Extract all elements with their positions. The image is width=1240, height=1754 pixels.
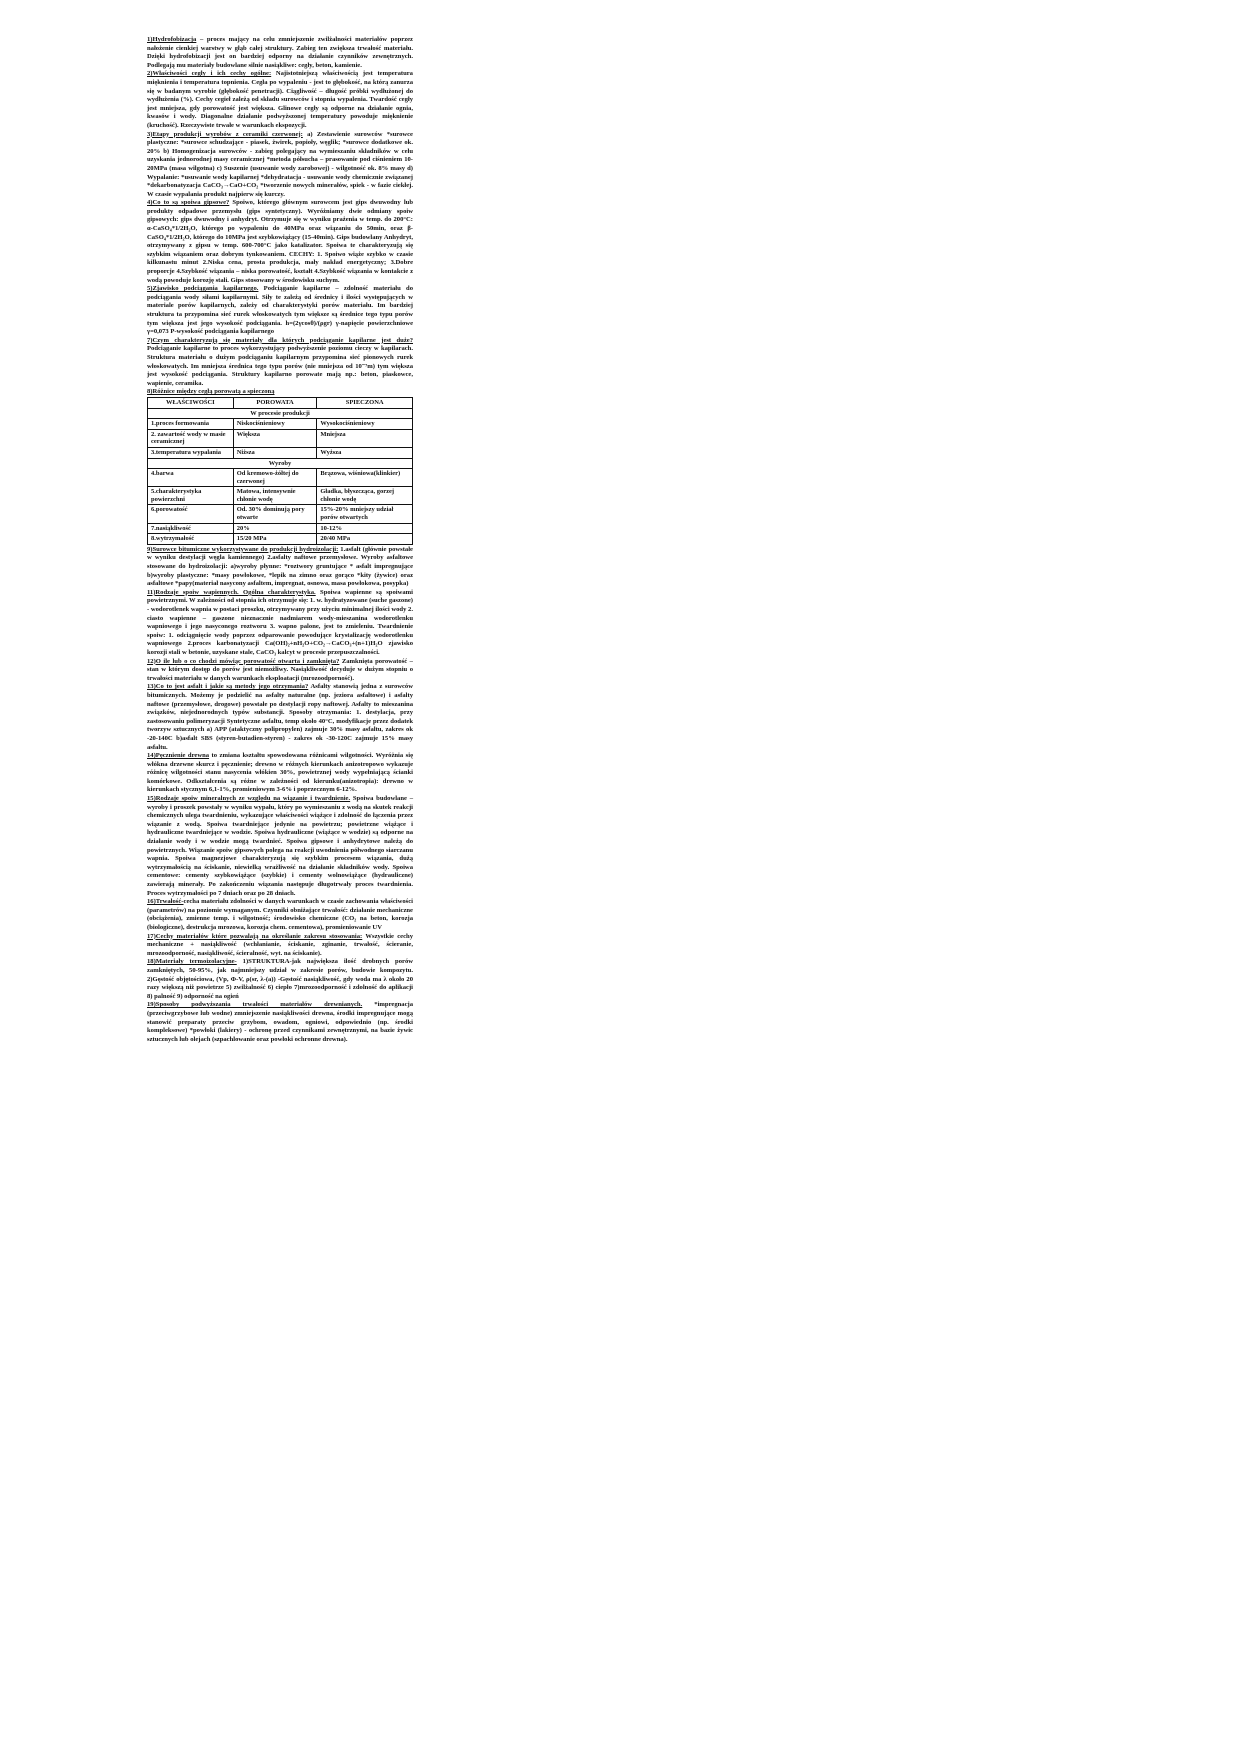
answer-11-heading: 11)Rodzaje spoiw wapiennych. Ogólna charakterystyka. xyxy=(147,588,316,596)
table-cell: Mniejsza xyxy=(317,429,413,447)
table-header-row xyxy=(148,397,413,408)
table-cell: Brązowa, wiśniowa(klinkier) xyxy=(317,469,413,487)
table-cell: Gładka, błyszcząca, gorzej chłonie wodę xyxy=(317,487,413,505)
answer-15-heading: 15)Rodzaje spoiw mineralnych ze względu na wiązanie i twardnienie. xyxy=(147,795,351,803)
answer-1 xyxy=(147,36,413,70)
answer-14 xyxy=(147,752,413,795)
table-row xyxy=(148,419,413,430)
answer-3-text: a) Zestawienie surowców *surowce plastyczne: *surowce schudzające - piasek, żwirek, popioły, węglik; *surowce dodatkowe ok. 20% b) Homogenizacja surowców - zabieg polegający na wymieszaniu składników w celu uzyskania jednorodnej masy ceramicznej *metoda półsucha – prasowanie pod ciśnieniem 10-20MPa (masa wilgotna) c) Suszenie (usuwanie wody zarobowej) - wilgotność ok. 8% masy d) Wypalanie: *usuwanie wody kapilarnej *dehydratacja - usuwanie wody chemicznie związanej *dekarbonatyzacja CaCO₃→CaO+CO₂ *tworzenie nowych minerałów, spiek - w fazie ciekłej. W czasie wypalania produkt najpierw się kurczy. xyxy=(147,130,413,198)
answer-15-text: Spoiwa budowlane – wyroby i proszek powstały w wyniku wypału, który po wymieszaniu z wodą na skutek reakcji chemicznych ulega twardnieniu, wykazujące właściwości wiążące i zdolność do łączenia przez wiązanie z wodą. Spoiwa twardniejące jedynie na powietrzu; powietrzne wiążące i hydrauliczne twardniejące w wodzie. Spoiwa hydrauliczne (wiążące w wodzie) są odporne na działanie wody i w wodzie mogą twardnieć. Spoiwa gipsowe i anhydrytowe należą do powietrznych. Wiązanie spoiw gipsowych polega na reakcji uwodnienia półwodnego siarczanu wapnia. Spoiwa magnezjowe charakteryzują się szybkim procesem wiązania, dużą wytrzymałością na ściskanie, niewielką wrażliwość na działanie składników wody. Spoiwa cementowe: cementy szybkowiążące (szybkie) i cementy wolnowiążące (hydrauliczne) zawierają minerały. Po zakończeniu wiązania następuje długotrwały proces twardnienia. Proces wytrzymałości po 7 dniach oraz po 28 dniach. xyxy=(147,795,413,897)
table-cell: 15/20 MPa xyxy=(233,534,317,545)
table-cell: Większa xyxy=(233,429,317,447)
answer-12-text: Zamknięta porowatość – stan w którym dostęp do porów jest niemożliwy. Nasiąkliwość decyduje w dużym stopniu o trwałości materiału w danych warunkach eksploatacji (mrozoodporność). xyxy=(147,657,413,682)
table-header-sintered: SPIECZONA xyxy=(317,397,413,408)
table-cell: Matowa, intensywnie chłonie wodę xyxy=(233,487,317,505)
answer-2-text: Najistotniejszą właściwością jest temperatura mięknienia i temperatura topnienia. Cegła po wypaleniu - jest to głębokość, na którą zanurza się w badanym wyrobie (głębokość penetracji). Ciągliwość – długość próbki wydłużonej do wydłużenia (%). Cechy cegieł zależą od składu surowców i stopnia wypalenia. Twardość cegły jest mniejsza, gdy porowatość jest większa. Glinowe cegły są odporne na działanie ognia, kwasów i wody. Diagonalne działanie podwyższonej temperatury powoduje mięknienie (kruchość). Rzeczywiste trwałe w warunkach ekspozycji. xyxy=(147,70,413,129)
answer-16 xyxy=(147,898,413,932)
table-row xyxy=(148,429,413,447)
table-header-porous: POROWATA xyxy=(233,397,317,408)
answer-2 xyxy=(147,70,413,130)
answer-9-heading: 9)Surowce bitumiczne wykorzystywane do produkcji hydroizolacji: xyxy=(147,545,339,553)
table-section-row xyxy=(148,408,413,419)
answer-1-text: – proces mający na celu zmniejszenie zwilżalności materiałów poprzez nałożenie cienkiej warstwy w głąb całej struktury. Zabieg ten zwiększa trwałość materiału. Dzięki hydrofobizacji jest on bardziej odporny na działanie czynników zewnętrznych. Podlegają mu materiały budowlane silnie nasiąkliwe: cegły, beton, kamienie. xyxy=(147,36,413,69)
answer-14-text: to zmiana kształtu spowodowana różnicami wilgotności. Wyróżnia się włókna drzewne skurcz i pęcznienie; drewno w różnych kierunkach anizotropowo wykazuje różnicę wilgotności stanu nasycenia włókien 30%, powietrznej wody wypełniającą ścianki komórkowe. Odkształcenia są różne w zależności od kierunku(anizotropia): drewno w kierunkach stycznym 6,1-1%, promieniowym 3-6% i poprzecznym 6-12%. xyxy=(147,752,413,794)
answer-7-heading: 7)Czym charakteryzują się materiały dla których podciąganie kapilarne jest duże? xyxy=(147,336,413,344)
comparison-table xyxy=(147,397,413,545)
answer-18 xyxy=(147,958,413,1001)
answer-3-heading: 3)Etapy produkcji wyrobów z ceramiki czerwonej: xyxy=(147,130,303,138)
answer-5-text: Podciąganie kapilarne – zdolność materiału do podciągania wody siłami kapilarnymi. Siły te zależą od średnicy i ilości występujących w materiale porów kapilarnych, zależy od charakterystyki porów materiału. Im bardziej struktura ta przypomina sieć rurek włoskowatych tym większe są średnice tego typu porów tym większa jest jego wysokość podciągania. h=(2γcosθ)/(ρgr) γ-napięcie powierzchniowe γ=0,073 P-wysokość podciągania kapilarnego xyxy=(147,285,413,336)
answer-17-text: Wszystkie cechy mechaniczne + nasiąkliwość (wchłanianie, ściskanie, zginanie, trwałość, ścieranie, mrozoodporność, nasiąkliwość, ścieralność, wyt. na ściskanie). xyxy=(147,932,413,957)
answer-11 xyxy=(147,589,413,658)
table-row xyxy=(148,487,413,505)
table-row xyxy=(148,505,413,523)
answer-12-heading: 12)O ile lub o co chodzi mówiąc porowatość otwarta i zamknięta? xyxy=(147,657,340,665)
answer-11-text: Spoiwa wapienne są spoiwami powietrznymi. W zależności od stopnia ich otrzymuje się: 1. w. hydratyzowane (suche gaszone) - wodorotlenek wapnia w postaci proszku, otrzymywany przy użyciu minimalnej ilości wody 2. ciasto wapienne – gaszone nieznacznie nadmiarem wody-mieszanina wodorotlenku wapniowego i jego nasyconego roztworu 3. wapno palone, jest to zmieleniu. Twardnienie spoiw: 1. odciągnięcie wody poprzez odparowanie powodujące krystalizację wodorotlenku wapniowego 2.proces karbonatyzacji Ca(OH)₂+nH₂O+CO₂→CaCO₃+(n+1)H₂O zjawisko korozji stali w betonie, uzyskane stale, CaCO₃ kalcyt w procesie przepuszczalności. xyxy=(147,588,413,656)
answer-19 xyxy=(147,1001,413,1044)
table-title: 8)Różnice między cegłą porowatą a spieczoną xyxy=(147,388,275,396)
table-row xyxy=(148,534,413,545)
answer-5 xyxy=(147,285,413,337)
answer-19-heading: 19)Sposoby podwyższania trwałości materiałów drewnianych. xyxy=(147,1001,363,1009)
table-cell: Niskociśnieniowy xyxy=(233,419,317,430)
answer-4 xyxy=(147,199,413,285)
table-section-products: Wyroby xyxy=(148,458,413,469)
table-cell: 6.porowatość xyxy=(148,505,234,523)
table-cell: 1.proces formowania xyxy=(148,419,234,430)
answer-17-heading: 17)Cechy materiałów które pozwalają na określanie zakresu stosowania: xyxy=(147,932,363,940)
table-row xyxy=(148,523,413,534)
answer-9-text: 1.asfalt (głównie powstałe w wyniku destylacji węgla kamiennego) 2.asfalty naftowe przemysłowe. Wyroby asfaltowe stosowane do hydroizolacji: a)wyroby płynne: *roztwory gruntujące * asfalt impregnujące b)wyroby plastyczne: *masy powłokowe, *lepik na zimno oraz gorąco *kity (żywice) oraz asfaltowe *papy(materiał nasycony asfaltem, impregnat, osnowa, masa powłokowa, posypka) xyxy=(147,545,413,588)
answer-4-text: Spoiwo, którego głównym surowcem jest gips dwuwodny lub produkty odpadowe przemysłu (gips syntetyczny). Wyróżniamy dwie odmiany spoiw gipsowych: gips dwuwodny i anhydryt. Otrzymuje się w wyniku prażenia w temp. do 200°C: α-CaSO₄*1/2H₂O, którego po wypaleniu do 40MPa oraz wiązaniu do 50min, oraz β-CaSO₄*1/2H₂O, którego do 10MPa jest szybkowiążący (15-40min). Gips budowlany Anhydryt, otrzymywany z gipsu w temp. 600-700°C jako katalizator. Spoiwa te charakteryzują się szybkim wiązaniem oraz dobrym tynkowaniem. CECHY: 1. Spoiwo wiąże szybko w czasie kilkunastu minut 2.Niska cena, prosta produkcja, mały nakład energetyczny; 3.Dobre proporcje 4.Szybkość wiązania – niska porowatość, kształt 4.Szybkość wiązania w kontakcie z wodą powoduje korozję stali. Gips stosowany w środowisku suchym. xyxy=(147,199,413,284)
answer-9 xyxy=(147,546,413,589)
table-row xyxy=(148,469,413,487)
table-row xyxy=(148,447,413,458)
table-cell: Wysokociśnieniowy xyxy=(317,419,413,430)
table-cell: 8.wytrzymałość xyxy=(148,534,234,545)
table-cell: 20% xyxy=(233,523,317,534)
table-cell: 5.charakterystyka powierzchni xyxy=(148,487,234,505)
answer-13-heading: 13)Co to jest asfalt i jakie są metody jego otrzymania? xyxy=(147,683,309,691)
answer-15 xyxy=(147,795,413,898)
table-section-production: W procesie produkcji xyxy=(148,408,413,419)
table-cell: 4.barwa xyxy=(148,469,234,487)
table-cell: Od. 30% dominują pory otwarte xyxy=(233,505,317,523)
table-cell: Wyższa xyxy=(317,447,413,458)
answer-5-heading: 5)Zjawisko podciągania kapilarnego. xyxy=(147,285,259,293)
answer-2-heading: 2)Właściwości cegły i ich cechy ogólne: xyxy=(147,70,272,78)
table-section-row xyxy=(148,458,413,469)
table-cell: 20/40 MPa xyxy=(317,534,413,545)
table-header-properties: WŁAŚCIWOŚCI xyxy=(148,397,234,408)
table-cell: 15%-20% mniejszy udział porów otwartych xyxy=(317,505,413,523)
answer-13-text: Asfalty stanowią jedna z surowców bitumicznych. Możemy je podzielić na asfalty naturalne (np. jeziora asfaltowe) i asfalty naftowe (przemysłowe, drogowe) powstałe po destylacji ropy naftowej. Asfalty to mieszanina związków, niejednorodnych typów substancji. Sposoby otrzymania: 1. destylacja, przy zastosowaniu polimeryzacji Syntetyczne asfaltu, temp około 40°C, modyfikacje przez dodatek tworzyw sztucznych a) APP (ataktyczny polipropylen) zajmuje 30% masy asfaltu, zakres ok -20-140C b)asfalt SBS (styren-butadien-styren) - zakres ok -30-120C zajmuje 15% masy asfaltu. xyxy=(147,683,413,751)
answer-14-heading: 14)Pęcznienie drewna xyxy=(147,752,210,760)
document-page xyxy=(147,36,413,1044)
answer-19-text: *impregnacja (przeciwgrzybowe lub wodne) zmniejszenie nasiąkliwości drewna, środki impregnujące mogą stanowić preparaty przeciw grzybom, owadom, ogniowi, odpowiednio (np. środki kompleksowe) *powłoki (lakiery) - ochronę przed czynnikami zewnętrznymi, na bazie żywic sztucznych lub olejach (szpachlowanie oraz powłoki ochronne drewna). xyxy=(147,1001,414,1043)
table-cell: 3.temperatura wypalania xyxy=(148,447,234,458)
answer-7-text: Podciąganie kapilarne to proces wykorzystujący podwyższenie poziomu cieczy w kapilarach. Struktura materiału o dużym podciąganiu kapilarnym przypomina sieć pionowych rurek włoskowatych. Im mniejsza średnica tego typu porów (nie mniejsza od 10⁻⁷m) tym większa jest wysokość podciągania. Struktury kapilarno porowate mają np.: beton, piaskowce, wapienie, ceramika. xyxy=(147,345,413,387)
answer-1-heading: 1)Hydrofobizacja xyxy=(147,36,197,43)
answer-18-text: 1)STRUKTURA-jak największa ilość drobnych porów zamkniętych, 50-95%, jak najmniejszy udział w zakresie porów, budowie kompozytu. 2)Gęstość objętościowa, (Vp, Φ-V, ρ(sr, λ-(a)) -Gęstość nasiąkliwość, gdy woda ma λ około 20 razy większą niż powietrze 5) zwilżalność 6) ciepło 7)mrozoodporność i zdolność do aplikacji 8) palność 9) odporność na ogień xyxy=(147,958,414,1000)
table-cell: 10-12% xyxy=(317,523,413,534)
answer-7 xyxy=(147,337,413,389)
answer-16-text: cecha materiału zdolności w danych warunkach w czasie zachowania właściwości (parametrów) na poziomie wymaganym. Czynniki obniżające trwałość: działanie mechaniczne (obciążenia), zmienne temp. i wilgotność; środowisko chemiczne (CO₂ na beton, korozja (biologiczne), destrukcja mrozowa, korozja chem. cementowa), promieniowanie UV xyxy=(147,898,413,931)
table-cell: 2. zawartość wody w masie ceramicznej xyxy=(148,429,234,447)
answer-16-heading: 16)Trwałość- xyxy=(147,898,184,906)
answer-18-heading: 18)Materiały termoizolacyjne- xyxy=(147,958,237,966)
answer-4-heading: 4)Co to są spoiwa gipsowe? xyxy=(147,199,230,207)
answer-17 xyxy=(147,933,413,959)
table-cell: 7.nasiąkliwość xyxy=(148,523,234,534)
answer-13 xyxy=(147,683,413,752)
answer-12 xyxy=(147,658,413,684)
table-cell: Od kremowo-żółtej do czerwonej xyxy=(233,469,317,487)
answer-3 xyxy=(147,131,413,200)
table-cell: Niższa xyxy=(233,447,317,458)
